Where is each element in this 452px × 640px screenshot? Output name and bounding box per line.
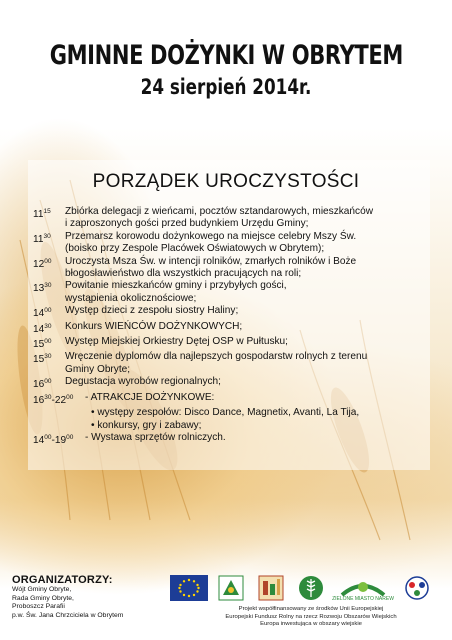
prow-logo-icon <box>258 575 284 601</box>
time-minute: 00 <box>44 338 52 346</box>
event-date: 24 sierpień 2014r. <box>140 75 312 99</box>
program-item-text <box>65 280 413 305</box>
program-item-line: Konkurs WIEŃCÓW DOŻYNKOWYCH; <box>65 320 243 332</box>
time-hour: 22 <box>54 394 67 406</box>
organizer-line: Proboszcz Parafii <box>12 603 65 611</box>
time-separator: - <box>51 434 55 446</box>
organizer-line: Wójt Gminy Obryte, <box>12 586 72 593</box>
program-item-text <box>65 351 413 376</box>
time-hour: 12 <box>33 258 45 270</box>
time-label <box>33 256 65 281</box>
poster-header <box>0 40 452 99</box>
fundacja-logo-icon <box>402 575 432 601</box>
funding-line: Europejski Fundusz Rolny na rzecz Rozwoju Obszarów Wiejskich <box>225 613 397 620</box>
program-item <box>33 376 413 391</box>
time-minute: 00 <box>66 393 74 401</box>
program-item-line: Gminy Obryte; <box>65 363 131 375</box>
program-item <box>33 432 413 447</box>
organizer-line: p.w. Św. Jana Chrzciciela w Obrytem <box>12 611 124 619</box>
time-hour: 11 <box>33 233 44 245</box>
time-hour: 14 <box>33 434 45 446</box>
time-minute: 30 <box>43 232 51 240</box>
time-minute: 00 <box>66 433 74 441</box>
wheat-emblem-icon <box>298 575 324 601</box>
time-minute: 30 <box>44 282 52 290</box>
program-item-text: - ATRAKCJE DOŻYNKOWE: <box>85 391 215 403</box>
organizer-line: Rada Gminy Obryte, <box>12 594 74 602</box>
time-label <box>33 336 65 351</box>
time-hour: 15 <box>33 339 45 351</box>
program-item-line: Przemarsz korowodu dożynkowego na miejsce celebry Mszy Św. <box>65 230 357 242</box>
time-separator: - <box>51 394 55 406</box>
attraction-bullet: • konkursy, gry i zabawy; <box>91 419 202 431</box>
attraction-bullet: • występy zespołów: Disco Dance, Magnetix, Avanti, La Tija, <box>91 407 360 419</box>
time-label <box>33 376 65 391</box>
time-label <box>33 351 65 376</box>
poster-title: GMINNE DOŻYNKI W OBRYTEM <box>49 40 403 71</box>
organizers-title: ORGANIZATORZY: <box>12 574 113 586</box>
program-item-text <box>65 376 413 391</box>
program-item-line: Degustacja wyrobów regionalnych; <box>65 376 221 388</box>
program-item-line: Występ dzieci z zespołu siostry Haliny; <box>65 305 239 317</box>
time-range <box>33 432 85 447</box>
time-hour: 16 <box>33 394 45 406</box>
time-minute: 00 <box>44 433 52 441</box>
time-minute: 30 <box>44 393 52 401</box>
time-hour: 14 <box>33 308 45 320</box>
program-title: PORZĄDEK UROCZYSTOŚCI <box>92 171 360 192</box>
zielone-miasto-logo-icon <box>332 575 394 602</box>
organizers-block <box>12 574 123 620</box>
time-hour: 15 <box>33 354 45 366</box>
program-item-line: wystąpienia okolicznościowe; <box>65 292 197 304</box>
time-minute: 30 <box>44 322 52 330</box>
funding-line: Projekt współfinansowany ze środków Unii Europejskiej <box>238 606 384 612</box>
funding-line: Europa inwestująca w obszary wiejskie <box>260 621 362 628</box>
program-item-text: - Wystawa sprzętów rolniczych. <box>85 431 226 443</box>
time-hour: 16 <box>33 379 45 391</box>
program-item-line: i zaproszonych gości przed budynkiem Urzędu Gminy; <box>65 218 309 230</box>
time-minute: 00 <box>44 378 52 386</box>
funding-note <box>176 606 446 629</box>
time-minute: 00 <box>44 307 52 315</box>
program-item-text <box>65 206 413 231</box>
program-item <box>33 231 413 256</box>
program-list <box>33 206 413 447</box>
program-item <box>33 280 413 305</box>
program-item <box>33 256 413 281</box>
program-item <box>33 392 413 407</box>
time-hour: 13 <box>33 283 45 295</box>
time-hour: 11 <box>33 209 44 220</box>
sponsor-logos <box>170 575 442 603</box>
program-item-text <box>65 305 413 320</box>
time-minute: 30 <box>44 353 52 361</box>
time-hour: 19 <box>54 434 67 446</box>
program-item-line: Uroczysta Msza Św. w intencji rolników, zmarłych rolników i Boże <box>65 255 357 267</box>
time-minute: 00 <box>44 257 52 265</box>
program-item-line: Zbiórka delegacji z wieńcami, pocztów sztandarowych, mieszkańców <box>65 206 373 217</box>
program-item-line: błogosławieństwo dla wszystkich pracujących na roli; <box>65 268 302 280</box>
time-label <box>33 321 65 336</box>
time-hour: 14 <box>33 323 45 335</box>
program-item-line: (boisko przy Zespole Placówek Oświatowych w Obrytem); <box>65 243 325 255</box>
time-range <box>33 392 85 407</box>
time-label <box>33 231 65 256</box>
program-item-line: Wręczenie dyplomów dla najlepszych gospodarstw rolnych z terenu <box>65 351 368 363</box>
eu-flag-icon <box>170 575 208 601</box>
program-item-line: Powitanie mieszkańców gminy i przybyłych gości, <box>65 280 287 292</box>
time-label <box>33 305 65 320</box>
time-label <box>33 206 65 231</box>
time-minute: 15 <box>43 208 51 215</box>
program-item <box>33 351 413 376</box>
time-label <box>33 280 65 305</box>
program-item-line: Występ Miejskiej Orkiestry Dętej OSP w Pułtusku; <box>65 336 288 348</box>
program-item-text <box>65 336 413 351</box>
leader-logo-icon <box>218 575 244 601</box>
zielone-miasto-logo-text: ZIELONE MIASTO NAREW <box>332 596 394 602</box>
program-item <box>33 336 413 351</box>
program-item <box>33 305 413 320</box>
program-item-text <box>65 256 413 281</box>
program-item <box>33 321 413 336</box>
program-item-text <box>65 321 413 336</box>
program-item <box>33 206 413 231</box>
program-item-text <box>65 231 413 256</box>
